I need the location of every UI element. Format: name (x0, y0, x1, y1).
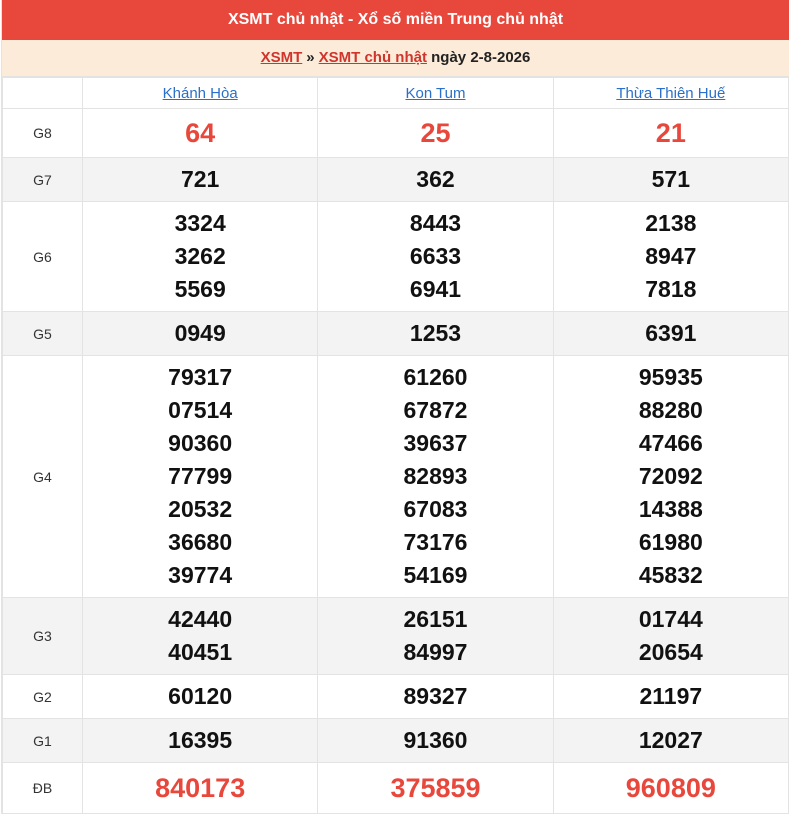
prize-row-g8 (3, 109, 789, 158)
result-number: 12027 (638, 727, 703, 753)
result-number: 8947 (645, 243, 697, 269)
result-cell (83, 158, 318, 202)
result-number: 39637 (403, 430, 468, 456)
result-number: 1253 (409, 320, 462, 346)
result-number: 20532 (168, 496, 233, 522)
result-cell (83, 598, 318, 675)
province-header (318, 78, 553, 109)
highlight-number: 375859 (390, 772, 481, 803)
result-number: 6391 (645, 320, 697, 346)
result-cell (83, 202, 318, 312)
prize-label: G4 (3, 356, 83, 598)
results-body (3, 109, 789, 814)
result-number: 61260 (403, 364, 468, 390)
prize-row-g7 (3, 158, 789, 202)
highlight-number: 21 (655, 117, 686, 148)
prize-label: G3 (3, 598, 83, 675)
breadcrumb-link-xsmt[interactable]: XSMT (260, 49, 303, 66)
result-cell (318, 719, 553, 763)
result-cell (83, 356, 318, 598)
prize-label: G8 (3, 109, 83, 158)
prize-row-g2 (3, 675, 789, 719)
result-number: 88280 (638, 397, 703, 423)
result-cell (83, 763, 318, 814)
result-number: 77799 (168, 463, 233, 489)
result-cell (318, 356, 553, 598)
breadcrumb-separator: » (306, 49, 315, 66)
result-number: 721 (180, 166, 220, 192)
prize-row-g5 (3, 312, 789, 356)
result-number: 21197 (639, 683, 703, 709)
result-number: 571 (651, 166, 691, 192)
header-corner (3, 78, 83, 109)
result-number: 95935 (638, 364, 703, 390)
prize-label: G1 (3, 719, 83, 763)
result-number: 42440 (168, 606, 233, 632)
result-cell (553, 356, 788, 598)
result-number: 362 (416, 166, 455, 192)
breadcrumb-date: ngày 2-8-2026 (431, 49, 531, 66)
result-number: 73176 (403, 529, 468, 555)
result-number: 54169 (403, 562, 468, 588)
result-cell (318, 109, 553, 158)
result-number: 8443 (409, 210, 462, 236)
result-cell (553, 763, 788, 814)
prize-row-db (3, 763, 789, 814)
result-cell (318, 158, 553, 202)
result-number: 79317 (168, 364, 233, 390)
result-cell (318, 202, 553, 312)
highlight-number: 840173 (155, 772, 246, 803)
result-cell (553, 675, 788, 719)
result-number: 16395 (168, 727, 233, 753)
result-cell (318, 598, 553, 675)
result-cell (553, 202, 788, 312)
result-number: 47466 (638, 430, 703, 456)
result-number: 84997 (403, 639, 468, 665)
result-number: 45832 (638, 562, 703, 588)
prize-label: G2 (3, 675, 83, 719)
prize-label: G6 (3, 202, 83, 312)
prize-label: G7 (3, 158, 83, 202)
result-number: 6633 (409, 243, 462, 269)
result-number: 26151 (403, 606, 468, 632)
result-cell (83, 719, 318, 763)
results-container (1, 0, 789, 814)
result-number: 5569 (174, 276, 226, 302)
result-number: 01744 (638, 606, 703, 632)
result-number: 67083 (403, 496, 468, 522)
result-number: 67872 (403, 397, 468, 423)
result-cell (553, 158, 788, 202)
result-number: 3262 (174, 243, 226, 269)
result-number: 07514 (168, 397, 233, 423)
result-cell (318, 312, 553, 356)
result-number: 36680 (168, 529, 233, 555)
result-number: 89327 (403, 683, 468, 709)
prize-label: G5 (3, 312, 83, 356)
prize-row-g1 (3, 719, 789, 763)
result-cell (83, 312, 318, 356)
result-number: 6941 (409, 276, 462, 302)
prize-label: ĐB (3, 763, 83, 814)
province-header-row (3, 78, 789, 109)
result-cell (553, 719, 788, 763)
result-cell (318, 675, 553, 719)
result-number: 40451 (168, 639, 233, 665)
page-title: XSMT chủ nhật - Xổ số miền Trung chủ nhật (2, 0, 789, 40)
province-header (83, 78, 318, 109)
result-number: 82893 (403, 463, 468, 489)
result-number: 20654 (638, 639, 703, 665)
result-cell (318, 763, 553, 814)
result-number: 14388 (638, 496, 703, 522)
breadcrumb (2, 40, 789, 77)
result-cell (553, 109, 788, 158)
result-number: 3324 (174, 210, 226, 236)
result-number: 61980 (638, 529, 703, 555)
result-number: 60120 (168, 683, 233, 709)
result-number: 0949 (174, 320, 226, 346)
province-link-thua-thien-hue[interactable]: Thừa Thiên Huế (616, 84, 726, 102)
result-number: 90360 (168, 430, 233, 456)
prize-row-g3 (3, 598, 789, 675)
result-number: 39774 (168, 562, 233, 588)
result-number: 2138 (645, 210, 697, 236)
result-number: 72092 (638, 463, 703, 489)
province-link-kon-tum[interactable]: Kon Tum (405, 84, 466, 102)
result-number: 7818 (645, 276, 697, 302)
result-cell (553, 312, 788, 356)
highlight-number: 64 (185, 117, 216, 148)
prize-row-g4 (3, 356, 789, 598)
result-cell (553, 598, 788, 675)
prize-row-g6 (3, 202, 789, 312)
highlight-number: 25 (420, 117, 451, 148)
province-link-khanh-hoa[interactable]: Khánh Hòa (162, 84, 238, 102)
breadcrumb-link-xsmt-sunday[interactable]: XSMT chủ nhật (318, 49, 427, 66)
result-cell (83, 109, 318, 158)
highlight-number: 960809 (625, 772, 716, 803)
province-header (553, 78, 788, 109)
result-number: 91360 (403, 727, 468, 753)
result-cell (83, 675, 318, 719)
results-table (2, 77, 789, 814)
